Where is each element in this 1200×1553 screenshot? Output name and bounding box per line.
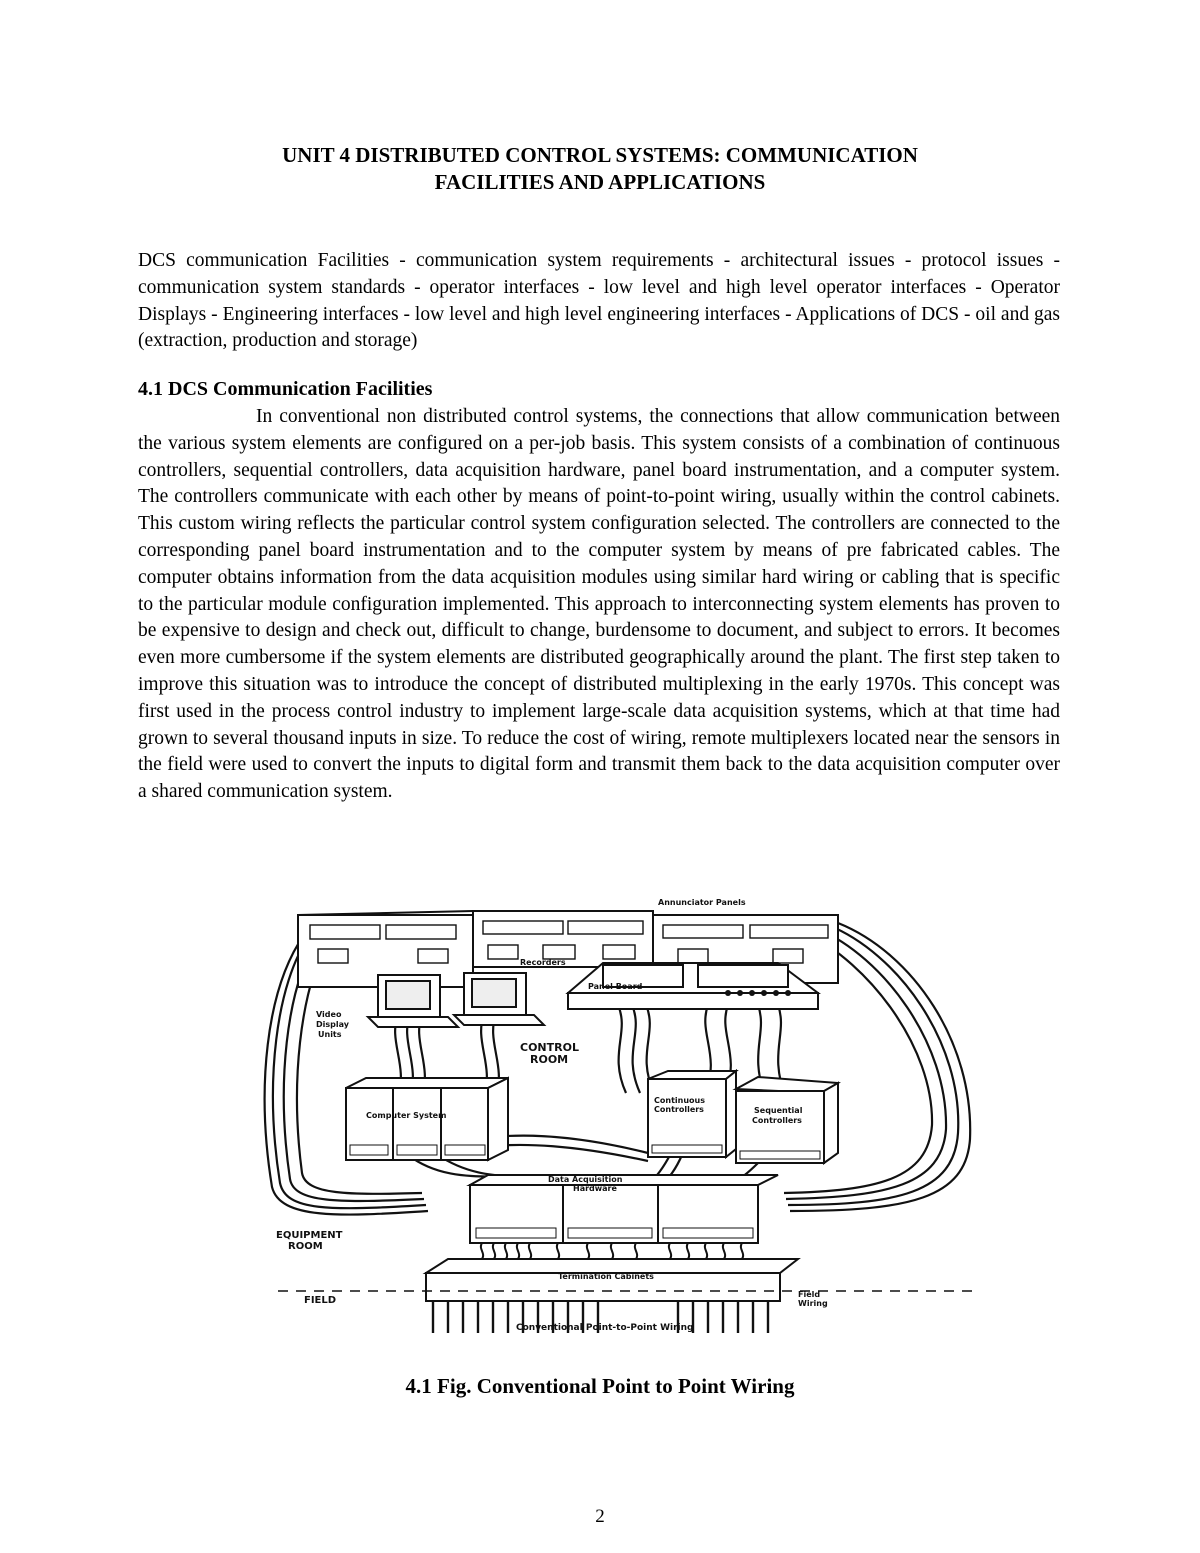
label-control-room-line-1: CONTROL xyxy=(520,1041,579,1054)
label-computer-system: Computer System xyxy=(366,1111,447,1120)
label-recorders: Recorders xyxy=(520,958,566,967)
label-equipment-line-2: ROOM xyxy=(288,1241,323,1252)
label-sequential-line-2: Controllers xyxy=(752,1116,802,1125)
body-paragraph-text: In conventional non distributed control systems, the connections that allow communication between the various system elements are configured on a per-job basis. This system consists of a combination of continuous controllers, sequential controllers, data acquisition hardware, panel board instrumentation, and a computer system. The controllers communicate with each other by means of point-to-point wiring, usually within the control cabinets. This custom wiring reflects the particular control system configuration selected. The controllers are connected to the corresponding panel board instrumentation and to the computer system by means of pre fabricated cables. The computer obtains information from the data acquisition modules using similar hard wiring or cabling that is specific to the particular module configuration implemented. This approach to interconnecting system elements has proven to be expensive to design and check out, difficult to change, burdensome to document, and subject to errors. It becomes even more cumbersome if the system elements are distributed geographically around the plant. The first step taken to improve this situation was to introduce the concept of distributed multiplexing in the early 1970s. This concept was first used in the process control industry to implement large-scale data acquisition systems, which at that time had grown to several thousand inputs in size. To reduce the cost of wiring, remote multiplexers located near the sensors in the field were used to convert the inputs to digital form and transmit them back to the data acquisition computer over a shared communication system. xyxy=(138,406,1060,803)
syllabus-paragraph: DCS communication Facilities - communication system requirements - architectural issues - protocol issues - communication system standards - operator interfaces - low level and high level operator interfaces - Operator Displays - Engineering interfaces - low level and high level engineering interfaces - Applications of DCS - oil and gas (extraction, production and storage) xyxy=(138,250,1060,352)
label-continuous-line-1: Continuous xyxy=(654,1096,705,1105)
label-panel-board: Panel Board xyxy=(588,982,643,991)
label-video-line-3: Units xyxy=(318,1030,342,1039)
label-video-line-2: Display xyxy=(316,1020,349,1029)
page-number: 2 xyxy=(595,1506,605,1527)
label-continuous-line-2: Controllers xyxy=(654,1105,704,1114)
unit-title xyxy=(140,142,1060,196)
label-control-room-line-2: ROOM xyxy=(530,1053,569,1066)
label-field: FIELD xyxy=(304,1295,337,1306)
label-sequential-line-1: Sequential xyxy=(754,1106,803,1115)
body-paragraph xyxy=(138,404,1060,806)
label-video-line-1: Video xyxy=(316,1010,342,1019)
label-daq-line-2: Hardware xyxy=(573,1184,617,1193)
section-heading: 4.1 DCS Communication Facilities xyxy=(138,378,433,400)
label-diagram-title: Conventional Point-to-Point Wiring xyxy=(516,1323,694,1333)
label-daq-line-1: Data Acquisition xyxy=(548,1175,623,1184)
figure-caption: 4.1 Fig. Conventional Point to Point Wiring xyxy=(405,1374,795,1398)
label-annunciator-panels: Annunciator Panels xyxy=(658,898,746,907)
label-field-wiring-line-2: Wiring xyxy=(798,1299,828,1308)
unit-title-line-2: FACILITIES AND APPLICATIONS xyxy=(434,170,766,194)
point-to-point-wiring-diagram xyxy=(258,893,983,1333)
label-termination-cabinets: Termination Cabinets xyxy=(558,1272,654,1281)
label-equipment-line-1: EQUIPMENT xyxy=(276,1230,343,1241)
label-field-wiring-line-1: Field xyxy=(798,1290,821,1299)
unit-title-line-1: UNIT 4 DISTRIBUTED CONTROL SYSTEMS: COMMUNICATION xyxy=(282,143,918,167)
